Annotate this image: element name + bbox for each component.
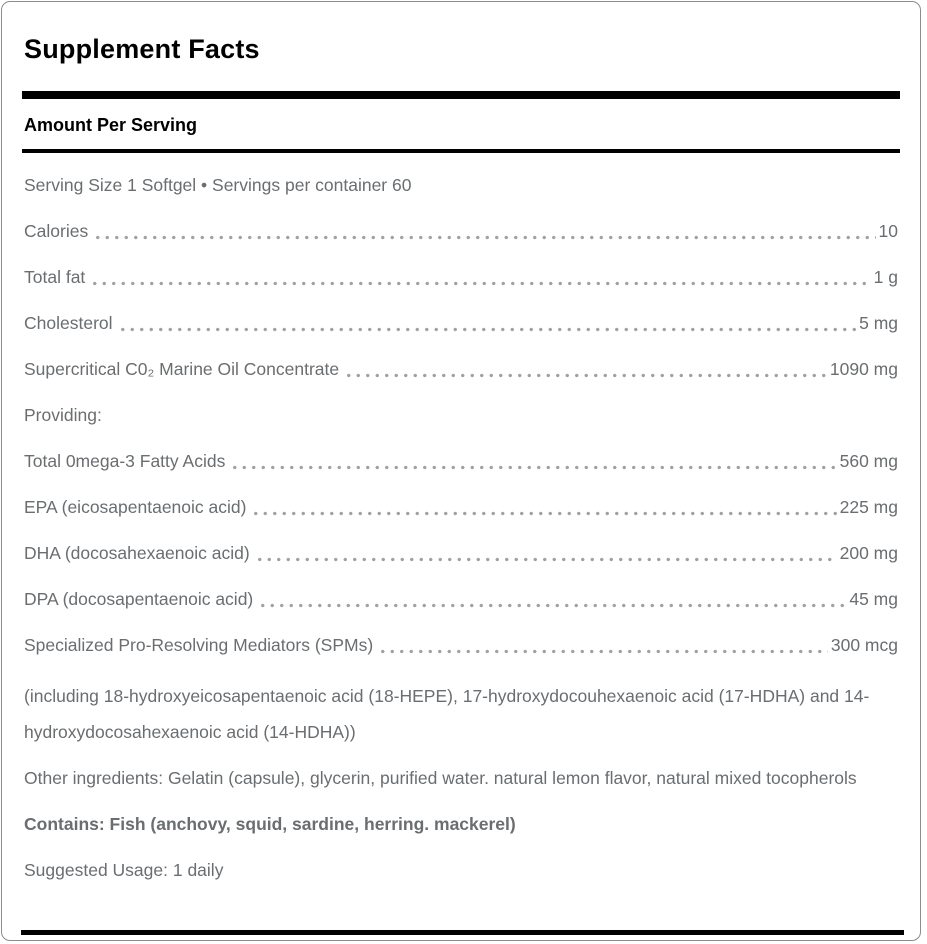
- nutrient-value: 45 mg: [849, 589, 898, 609]
- dot-leader: [230, 452, 836, 472]
- nutrient-row-calories: [24, 221, 898, 242]
- providing-label: Providing:: [24, 405, 102, 425]
- nutrient-row-total-fat: [24, 267, 898, 288]
- nutrient-label: Total fat: [24, 267, 86, 287]
- nutrient-value: 5 mg: [859, 313, 898, 333]
- nutrient-label: Cholesterol: [24, 313, 113, 333]
- nutrient-row-spms: [24, 635, 898, 656]
- dot-leader: [255, 544, 837, 564]
- other-ingredients: Other ingredients: Gelatin (capsule), glycerin, purified water. natural lemon flavor, natural mixed tocopherols: [24, 768, 857, 788]
- nutrient-row-epa: [24, 497, 898, 518]
- serving-info-row: [24, 175, 898, 196]
- nutrient-row-cholesterol: [24, 313, 898, 334]
- nutrient-value: 560 mg: [839, 451, 898, 471]
- dot-leader: [344, 360, 827, 380]
- nutrient-label: Specialized Pro-Resolving Mediators (SPMs): [24, 635, 374, 655]
- divider-thick-top: [22, 91, 900, 99]
- panel-title: Supplement Facts: [24, 34, 260, 64]
- dot-leader: [90, 268, 870, 288]
- divider-thick-bottom: [21, 930, 904, 935]
- spm-note: (including 18-hydroxyeicosapentaenoic acid (18-HEPE), 17-hydroxydocouhexaenoic acid (17-HDHA) and 14-hydroxydocosahexaenoic acid (14-HDHA)): [24, 686, 870, 742]
- dot-leader: [118, 314, 857, 334]
- nutrient-row-marine-oil-concentrate: [24, 359, 898, 380]
- serving-info-text: Serving Size 1 Softgel • Servings per container 60: [24, 175, 412, 195]
- nutrient-label: DHA (docosahexaenoic acid): [24, 543, 250, 563]
- contains-statement: Contains: Fish (anchovy, squid, sardine, herring. mackerel): [24, 814, 516, 834]
- nutrient-label: EPA (eicosapentaenoic acid): [24, 497, 247, 517]
- dot-leader: [251, 498, 836, 518]
- nutrient-row-total-omega-3: [24, 451, 898, 472]
- divider-thin: [22, 149, 900, 153]
- nutrient-row-dha: [24, 543, 898, 564]
- nutrient-value: 300 mcg: [830, 635, 898, 655]
- dot-leader: [378, 636, 828, 656]
- nutrient-value: 1090 mg: [829, 359, 898, 379]
- supplement-facts-panel: [1, 1, 921, 941]
- dot-leader: [93, 222, 875, 242]
- nutrient-label: DPA (docosapentaenoic acid): [24, 589, 254, 609]
- section-header-amount-per-serving: Amount Per Serving: [24, 115, 198, 135]
- providing-row: [24, 405, 898, 426]
- nutrient-value: 200 mg: [839, 543, 898, 563]
- nutrient-value: 1 g: [873, 267, 898, 287]
- nutrient-row-dpa: [24, 589, 898, 610]
- nutrient-value: 10: [878, 221, 898, 241]
- nutrient-value: 225 mg: [839, 497, 898, 517]
- facts-content: [22, 175, 900, 888]
- nutrient-label: Calories: [24, 221, 89, 241]
- nutrient-label: Total 0mega-3 Fatty Acids: [24, 451, 226, 471]
- nutrient-label: Supercritical C0₂ Marine Oil Concentrate: [24, 359, 340, 379]
- dot-leader: [258, 590, 846, 610]
- suggested-usage: Suggested Usage: 1 daily: [24, 860, 224, 880]
